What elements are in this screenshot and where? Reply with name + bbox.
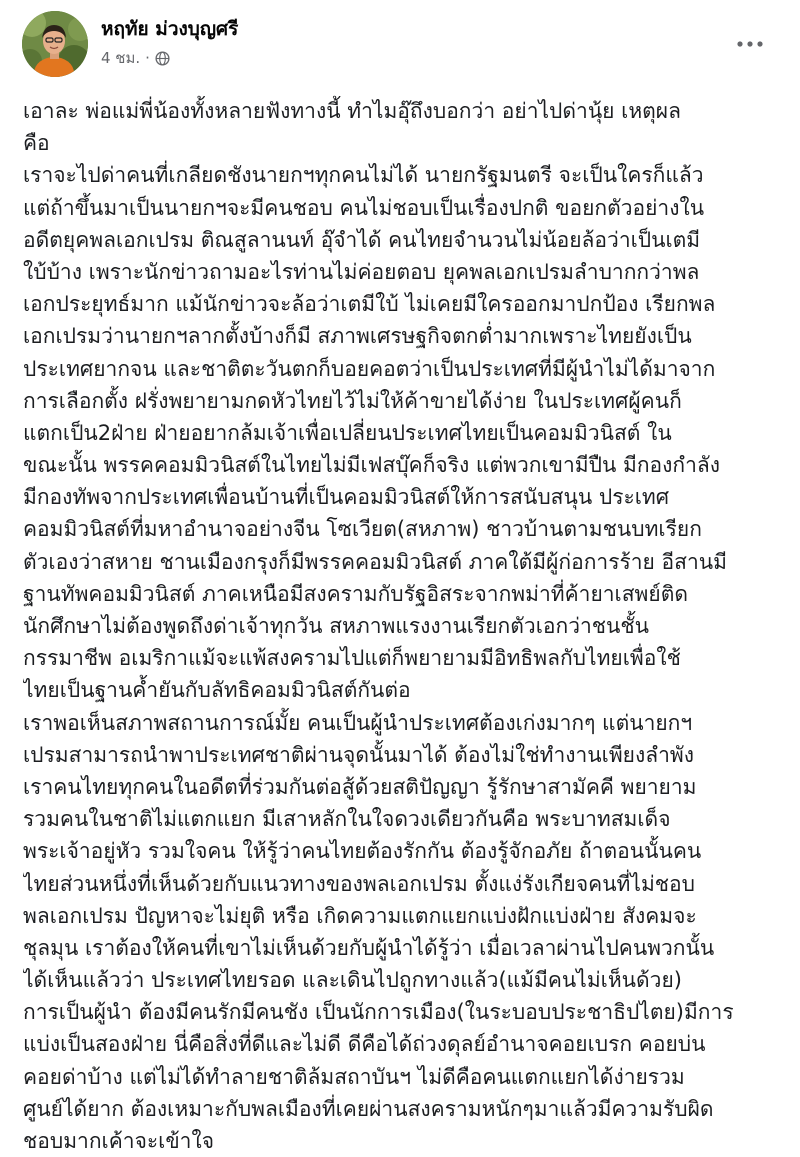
post-line: ตัวเองว่าสหาย ชานเมืองกรุงก็มีพรรคคอมมิวนิสต์ ภาคใต้มีผู้ก่อการร้าย อีสานมี	[23, 549, 727, 574]
post-time[interactable]: 4 ชม.	[101, 49, 141, 67]
post-line: แตกเป็น2ฝ่าย ฝ่ายอยากล้มเจ้าเพื่อเปลี่ยนประเทศไทยเป็นคอมมิวนิสต์ ใน	[23, 420, 672, 445]
post-line: พระเจ้าอยู่หัว รวมใจคน ให้รู้ว่าคนไทยต้องรักกัน ต้องรู้จักอภัย ถ้าตอนนั้นคน	[23, 839, 702, 864]
avatar-photo	[22, 11, 88, 77]
meta-separator: ·	[145, 49, 150, 67]
author-name[interactable]: หฤทัย ม่วงบุญศรี	[101, 18, 239, 40]
post-line: คอยด่าบ้าง แต่ไม่ได้ทำลายชาติล้มสถาบันฯ ไม่ดีคือคนแตกแยกได้ง่ายรวม	[23, 1064, 685, 1089]
post-header	[0, 0, 800, 90]
post-line: เอกประยุทธ์มาก แม้นักข่าวจะล้อว่าเตมีใบ้ ไม่เคยมีใครออกมาปกป้อง เรียกพล	[23, 292, 716, 317]
post-text	[23, 95, 783, 1157]
post-line: มีกองทัพจากประเทศเพื่อนบ้านที่เป็นคอมมิวนิสต์ให้การสนับสนุน ประเทศ	[23, 485, 670, 510]
more-options-button[interactable]	[730, 28, 770, 60]
post-line: กรรมาชีพ อเมริกาแม้จะแพ้สงครามไปแต่ก็พยายามมีอิทธิพลกับไทยเพื่อใช้	[23, 646, 681, 671]
post-line: แบ่งเป็นสองฝ่าย นี่คือสิ่งที่ดีและไม่ดี ดีคือได้ถ่วงดุลย์อำนาจคอยเบรก คอยบ่น	[23, 1032, 706, 1057]
post-line: การเป็นผู้นำ ต้องมีคนรักมีคนชัง เป็นนักการเมือง(ในระบอบประชาธิปไตย)มีการ	[23, 1000, 734, 1025]
post-line: เปรมสามารถนำพาประเทศชาติผ่านจุดนั้นมาได้ ต้องไม่ใช่ทำงานเพียงลำพัง	[23, 742, 694, 767]
post-line: เอาละ พ่อแม่พี่น้องทั้งหลายฟังทางนี้ ทำไมอุ๊ถึงบอกว่า อย่าไปด่านุ้ย เหตุผล	[23, 99, 681, 123]
avatar[interactable]	[22, 11, 88, 77]
post-line: เอกเปรมว่านายกฯลากตั้งบ้างก็มี สภาพเศรษฐกิจตกต่ำมากเพราะไทยยังเป็น	[23, 324, 692, 349]
post-line: ฐานทัพคอมมิวนิสต์ ภาคเหนือมีสงครามกับรัฐอิสระจากพม่าที่ค้ายาเสพย์ติด	[23, 581, 688, 606]
post-line: คือ	[23, 131, 50, 156]
post-line: อดีตยุคพลเอกเปรม ติณสูลานนท์ อุ๊จำได้ คนไทยจำนวนไม่น้อยล้อว่าเป็นเตมี	[23, 227, 701, 252]
post-line: นักศึกษาไม่ต้องพูดถึงด่าเจ้าทุกวัน สหภาพแรงงานเรียกตัวเอกว่าชนชั้น	[23, 614, 650, 638]
post-line: ใบ้บ้าง เพราะนักข่าวถามอะไรท่านไม่ค่อยตอบ ยุคพลเอกเปรมลำบากกว่าพล	[23, 259, 700, 284]
post-line: ได้เห็นแล้วว่า ประเทศไทยรอด และเดินไปถูกทางแล้ว(แม้มีคนไม่เห็นด้วย)	[23, 968, 682, 993]
post-meta	[101, 47, 170, 69]
post-line: ประเทศยากจน และชาติตะวันตกก็บอยคอตว่าเป็นประเทศที่มีผู้นำไม่ได้มาจาก	[23, 356, 716, 381]
post-line: ไทยส่วนหนึ่งที่เห็นด้วยกับแนวทางของพลเอกเปรม ตั้งแง่รังเกียจคนที่ไม่ชอบ	[23, 871, 695, 896]
post-line: คอมมิวนิสต์ที่มหาอำนาจอย่างจีน โซเวียต(สหภาพ) ชาวบ้านตามชนบทเรียก	[23, 517, 702, 542]
post-line: ไทยเป็นฐานค้ำยันกับลัทธิคอมมิวนิสต์กันต่อ	[23, 678, 411, 703]
post-line: การเลือกตั้ง ฝรั่งพยายามกดหัวไทยไว้ไม่ให้ค้าขายได้ง่าย ในประเทศผู้คนก็	[23, 388, 682, 413]
post-line: เราพอเห็นสภาพสถานการณ์มั้ย คนเป็นผู้นำประเทศต้องเก่งมากๆ แต่นายกฯ	[23, 710, 693, 735]
post-line: ชอบมากเค้าจะเข้าใจ	[23, 1129, 215, 1153]
more-horizontal-icon	[736, 40, 764, 48]
post-line: แต่ถ้าขึ้นมาเป็นนายกฯจะมีคนชอบ คนไม่ชอบเป็นเรื่องปกติ ขอยกตัวอย่างใน	[23, 195, 705, 220]
globe-icon[interactable]	[155, 51, 170, 66]
post-line: ศูนย์ได้ยาก ต้องเหมาะกับพลเมืองที่เคยผ่านสงครามหนักๆมาแล้วมีความรับผิด	[23, 1096, 714, 1121]
post-line: ขณะนั้น พรรคคอมมิวนิสต์ในไทยไม่มีเฟสบุ๊คก็จริง แต่พวกเขามีปืน มีกองกำลัง	[23, 453, 721, 478]
post-line: เราคนไทยทุกคนในอดีตที่ร่วมกันต่อสู้ด้วยสติปัญญา รู้รักษาสามัคคี พยายาม	[23, 774, 697, 799]
post-line: รวมคนในชาติไม่แตกแยก มีเสาหลักในใจดวงเดียวกันคือ พระบาทสมเด็จ	[23, 807, 671, 832]
post-line: ชุลมุน เราต้องให้คนที่เขาไม่เห็นด้วยกับผู้นำได้รู้ว่า เมื่อเวลาผ่านไปคนพวกนั้น	[23, 935, 715, 960]
post-line: เราจะไปด่าคนที่เกลียดชังนายกฯทุกคนไม่ได้ นายกรัฐมนตรี จะเป็นใครก็แล้ว	[23, 163, 704, 188]
post-line: พลเอกเปรม ปัญหาจะไม่ยุติ หรือ เกิดความแตกแยกแบ่งฝักแบ่งฝ่าย สังคมจะ	[23, 903, 697, 928]
